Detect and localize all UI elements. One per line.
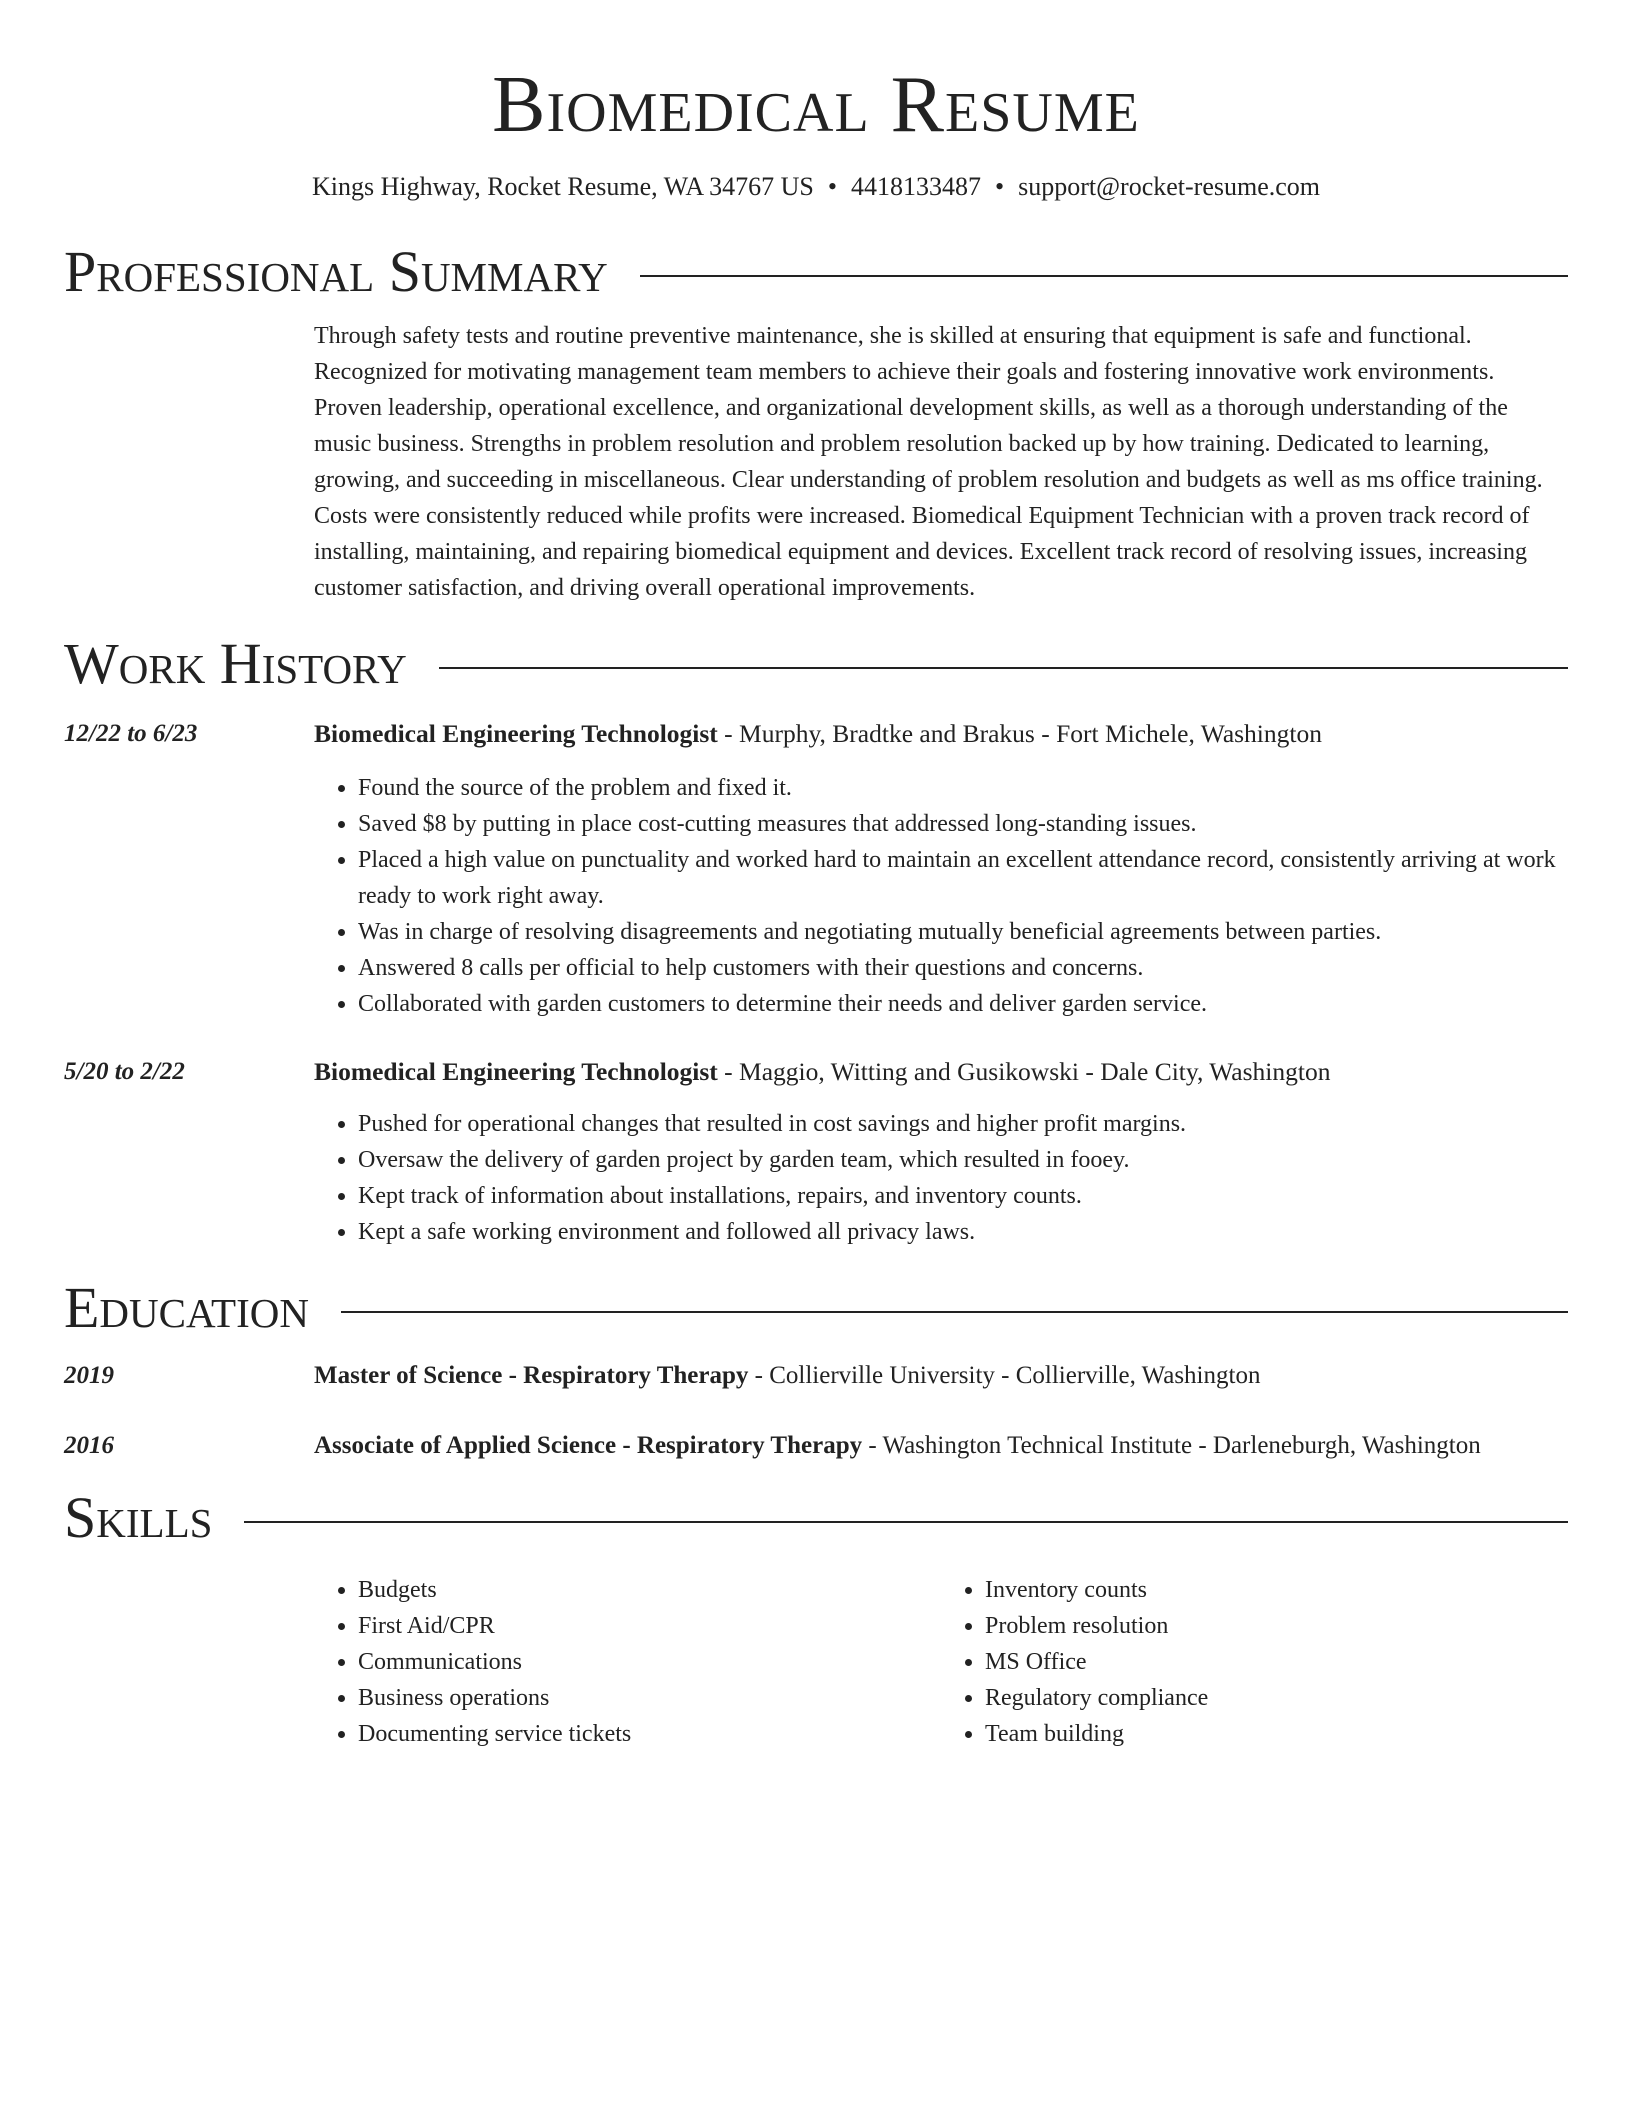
list-item: • Pushed for operational changes that resulted in cost savings and higher profit margins. xyxy=(358,1106,1568,1142)
section-divider xyxy=(244,1521,1568,1523)
list-item: • Was in charge of resolving disagreements and negotiating mutually beneficial agreements between parties. xyxy=(358,914,1568,950)
education-degree: Associate of Applied Science - Respiratory Therapy xyxy=(314,1432,863,1459)
skill-item: • Budgets xyxy=(358,1572,941,1608)
section-divider xyxy=(640,275,1568,277)
job-entry xyxy=(64,1054,1568,1250)
section-divider xyxy=(341,1311,1568,1313)
skill-item: • MS Office xyxy=(985,1644,1568,1680)
job-body xyxy=(314,1054,1568,1250)
job-body xyxy=(314,716,1568,1022)
job-heading xyxy=(314,716,1568,752)
education-degree: Master of Science - Respiratory Therapy xyxy=(314,1362,749,1389)
education-year: 2016 xyxy=(64,1432,114,1459)
education-details: - Washington Technical Institute - Darleneburgh, Washington xyxy=(862,1432,1481,1459)
contact-email: support@rocket-resume.com xyxy=(1018,172,1321,201)
education-entry xyxy=(64,1428,1568,1464)
job-role: Biomedical Engineering Technologist xyxy=(314,1057,718,1086)
job-details: - Murphy, Bradtke and Brakus - Fort Michele, Washington xyxy=(717,719,1322,748)
skill-item: • Regulatory compliance xyxy=(985,1680,1568,1716)
list-item: • Kept a safe working environment and followed all privacy laws. xyxy=(358,1214,1568,1250)
education-heading xyxy=(314,1428,1568,1464)
job-dates: 5/20 to 2/22 xyxy=(64,1058,185,1085)
skills-list xyxy=(314,1572,1568,1752)
section-divider xyxy=(439,667,1568,669)
list-item: • Placed a high value on punctuality and worked hard to maintain an excellent attendance record, consistently arriving at work ready to work right away. xyxy=(358,842,1568,914)
skill-item: • Documenting service tickets xyxy=(358,1716,941,1752)
work-section-header xyxy=(64,632,1568,696)
list-item: • Found the source of the problem and fixed it. xyxy=(358,770,1568,806)
contact-separator: • xyxy=(827,172,837,201)
skill-item: • Problem resolution xyxy=(985,1608,1568,1644)
skill-item: • Team building xyxy=(985,1716,1568,1752)
education-section-header xyxy=(64,1276,1568,1340)
skill-item: • Communications xyxy=(358,1644,941,1680)
skills-title: Skills xyxy=(64,1485,213,1550)
summary-section-header xyxy=(64,240,1568,304)
list-item: • Answered 8 calls per official to help customers with their questions and concerns. xyxy=(358,950,1568,986)
education-title: Education xyxy=(64,1275,309,1340)
job-bullets xyxy=(314,770,1568,1022)
skills-section-header xyxy=(64,1486,1568,1550)
list-item: • Kept track of information about installations, repairs, and inventory counts. xyxy=(358,1178,1568,1214)
list-item: • Collaborated with garden customers to determine their needs and deliver garden service. xyxy=(358,986,1568,1022)
job-entry xyxy=(64,716,1568,1022)
job-dates: 12/22 to 6/23 xyxy=(64,720,198,747)
resume-name: Biomedical Resume xyxy=(492,61,1140,149)
skill-item: • Business operations xyxy=(358,1680,941,1716)
education-year: 2019 xyxy=(64,1362,114,1389)
skill-item: • Inventory counts xyxy=(985,1572,1568,1608)
list-item: • Oversaw the delivery of garden project by garden team, which resulted in fooey. xyxy=(358,1142,1568,1178)
contact-address: Kings Highway, Rocket Resume, WA 34767 US xyxy=(311,172,814,201)
work-title: Work History xyxy=(64,631,407,696)
skills-column-2 xyxy=(941,1572,1568,1752)
skill-item: • First Aid/CPR xyxy=(358,1608,941,1644)
skills-column-1 xyxy=(314,1572,941,1752)
contact-phone: 4418133487 xyxy=(851,172,981,201)
job-details: - Maggio, Witting and Gusikowski - Dale City, Washington xyxy=(717,1057,1331,1086)
list-item: • Saved $8 by putting in place cost-cutting measures that addressed long-standing issues. xyxy=(358,806,1568,842)
summary-title: Professional Summary xyxy=(64,239,608,304)
job-bullets xyxy=(314,1106,1568,1250)
summary-text: Through safety tests and routine preventive maintenance, she is skilled at ensuring that equipment is safe and functional. Recognized for motivating management team members to achieve their goals and fostering innovative work environments. Proven leadership, operational excellence, and organizational development skills, as well as a thorough understanding of the music business. Strengths in problem resolution and problem resolution backed up by how training. Dedicated to learning, growing, and succeeding in miscellaneous. Clear understanding of problem resolution and budgets as well as ms office training. Costs were consistently reduced while profits were increased. Biomedical Equipment Technician with a proven track record of installing, maintaining, and repairing biomedical equipment and devices. Excellent track record of resolving issues, increasing customer satisfaction, and driving overall operational improvements. xyxy=(314,323,1543,601)
contact-separator: • xyxy=(995,172,1005,201)
education-heading xyxy=(314,1358,1568,1394)
resume-page xyxy=(64,0,1568,1752)
education-details: - Collierville University - Collierville, Washington xyxy=(748,1362,1261,1389)
job-heading xyxy=(314,1054,1568,1090)
contact-line xyxy=(64,170,1568,204)
job-role: Biomedical Engineering Technologist xyxy=(314,719,718,748)
education-entry xyxy=(64,1358,1568,1394)
